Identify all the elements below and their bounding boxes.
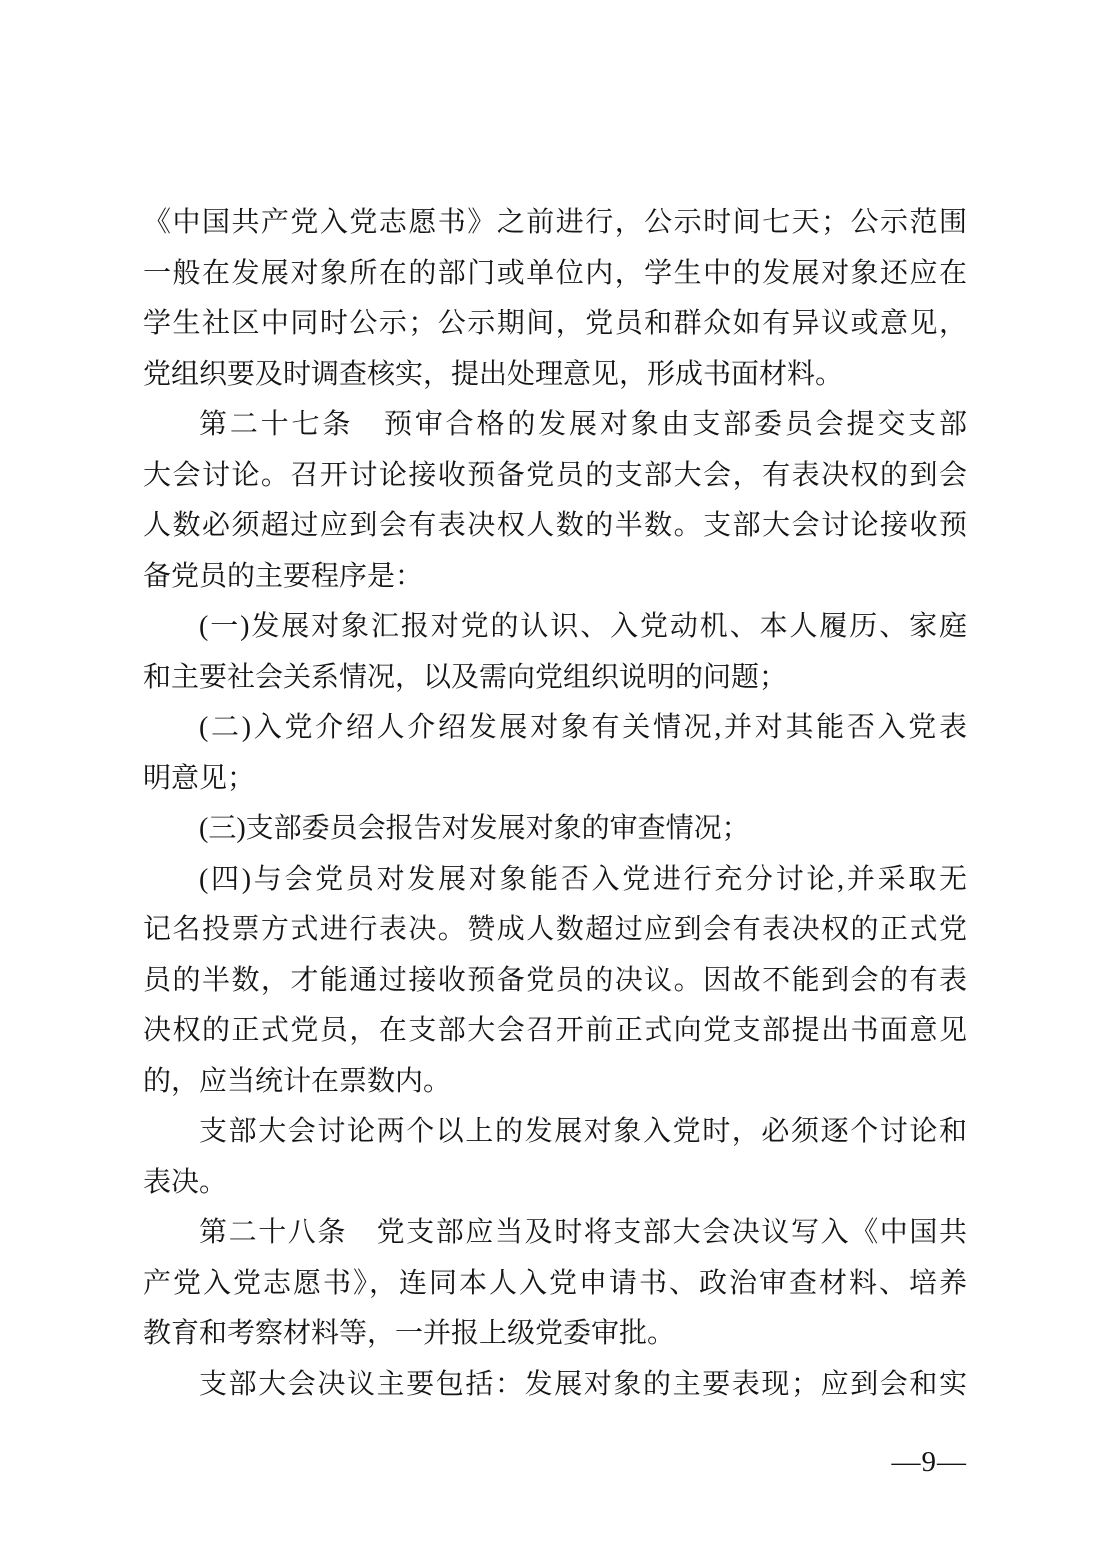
text-line: 支部大会决议主要包括：发展对象的主要表现；应到会和实	[199, 1368, 967, 1400]
page-number: —9—	[891, 1446, 967, 1478]
text-line: 明意见；	[143, 762, 256, 794]
text-line: 和主要社会关系情况，以及需向党组织说明的问题；	[143, 661, 788, 693]
text-line: (二)入党介绍人介绍发展对象有关情况,并对其能否入党表	[199, 712, 967, 743]
text-line: 决权的正式党员，在支部大会召开前正式向党支部提出书面意见	[143, 1015, 967, 1046]
text-line: 人数必须超过应到会有表决权人数的半数。支部大会讨论接收预	[143, 510, 967, 541]
text-line: 教育和考察材料等，一并报上级党委审批。	[143, 1318, 676, 1349]
text-line: 一般在发展对象所在的部门或单位内，学生中的发展对象还应在	[143, 257, 967, 289]
text-line: 第二十七条 预审合格的发展对象由支部委员会提交支部	[199, 409, 967, 440]
text-line: 《中国共产党入党志愿书》之前进行，公示时间七天；公示范围	[143, 207, 967, 238]
text-line: 党组织要及时调查核实，提出处理意见，形成书面材料。	[143, 358, 844, 390]
text-line: 表决。	[143, 1166, 228, 1198]
text-line: 产党入党志愿书》，连同本人入党申请书、政治审查材料、培养	[143, 1267, 967, 1299]
document-body	[143, 198, 967, 1410]
text-line: (四)与会党员对发展对象能否入党进行充分讨论,并采取无	[199, 863, 967, 895]
text-line: (一)发展对象汇报对党的认识、入党动机、本人履历、家庭	[199, 611, 967, 642]
text-line: 记名投票方式进行表决。赞成人数超过应到会有表决权的正式党	[143, 914, 967, 945]
text-line: 大会讨论。召开讨论接收预备党员的支部大会，有表决权的到会	[143, 459, 967, 491]
text-line: 第二十八条 党支部应当及时将支部大会决议写入《中国共	[199, 1217, 967, 1248]
text-line: 备党员的主要程序是：	[143, 560, 424, 592]
text-line: 的，应当统计在票数内。	[143, 1065, 452, 1097]
text-line: 学生社区中同时公示；公示期间，党员和群众如有异议或意见，	[143, 308, 967, 339]
text-line: (三)支部委员会报告对发展对象的审查情况；	[199, 813, 750, 844]
text-line: 支部大会讨论两个以上的发展对象入党时，必须逐个讨论和	[199, 1116, 967, 1147]
text-line: 员的半数，才能通过接收预备党员的决议。因故不能到会的有表	[143, 964, 967, 996]
